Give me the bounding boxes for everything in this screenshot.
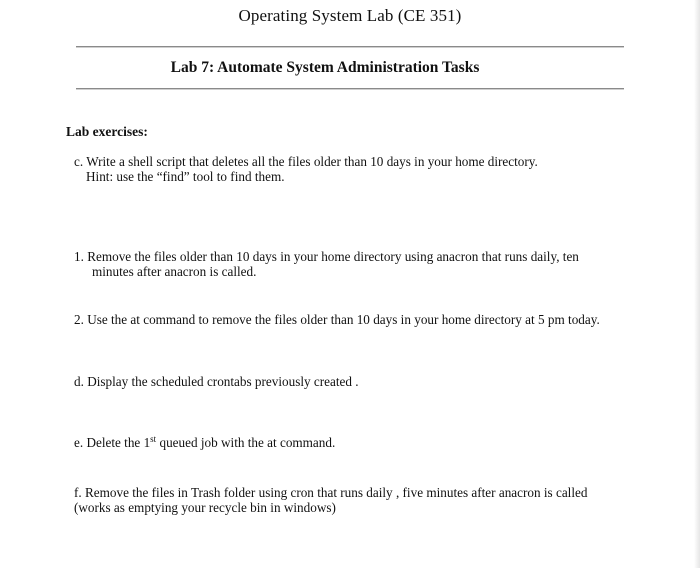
exercise-2-text: 2. Use the at command to remove the files older than 10 days in your home directory at 5 pm today. [74,312,600,327]
exercise-e-ordinal-superscript: st [150,434,157,444]
lab-title: Lab 7: Automate System Administration Tasks [170,59,480,76]
exercise-f-text-continued: (works as emptying your recycle bin in windows) [74,500,336,515]
exercise-e-prefix: e. Delete the 1 [74,435,151,450]
exercise-c-text: c. Write a shell script that deletes all the files older than 10 days in your home directory. [74,154,538,169]
exercise-c-hint: Hint: use the “find” tool to find them. [86,169,285,184]
exercise-e-text [74,435,335,450]
exercise-1-text: 1. Remove the files older than 10 days in your home directory using anacron that runs daily, ten [74,249,579,264]
header-rule-bottom [76,88,624,89]
header-rule-top [76,46,624,47]
course-title: Operating System Lab (CE 351) [238,6,462,25]
exercise-e-suffix: queued job with the at command. [156,435,336,450]
exercise-1-text-continued: minutes after anacron is called. [92,264,257,279]
exercise-d-text: d. Display the scheduled crontabs previously created . [74,374,359,389]
section-heading: Lab exercises: [66,124,148,139]
exercise-f-text: f. Remove the files in Trash folder using cron that runs daily , five minutes after anacron is called [74,485,588,500]
page-edge-shadow [694,0,700,568]
